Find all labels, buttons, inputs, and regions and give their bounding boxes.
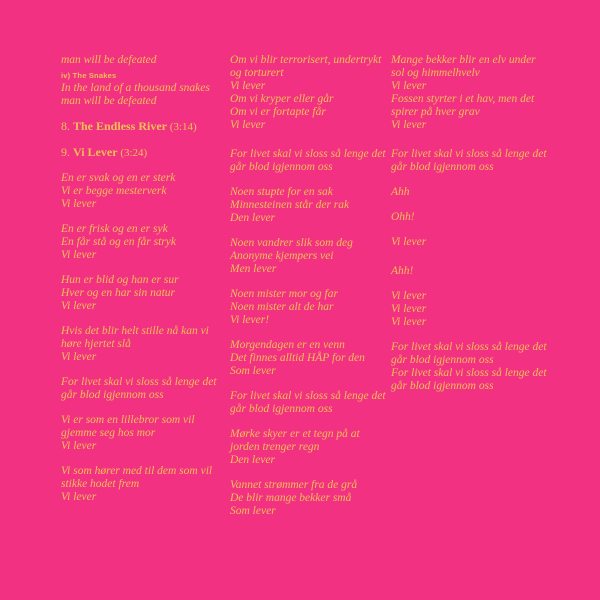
lyric-stanza [61,274,231,313]
lyric-line: Vi lever [230,119,266,131]
lyric-line: Vi lever [391,290,427,302]
lyric-stanza [230,428,400,467]
lyric-line: Vi lever [391,236,427,248]
lyrics-column-right [391,54,566,405]
lyric-stanza [61,325,231,364]
lyric-stanza [61,54,231,67]
track-duration: (3:14) [169,121,197,133]
track-number: 9. [61,145,73,159]
lyric-stanza [391,186,566,199]
track-heading [61,120,231,134]
lyric-line: Vi lever [61,351,97,363]
lyric-line: går blod igjennom oss [230,161,333,173]
lyric-line: For livet skal vi sloss så lenge det [230,148,386,160]
lyric-line: Hver og en har sin natur [61,287,176,299]
lyric-line: går blod igjennom oss [61,389,164,401]
lyric-line: Vi lever [391,119,427,131]
lyric-line: man will be defeated [61,54,157,66]
lyric-line: Den lever [230,454,276,466]
lyric-line: Om vi kryper eller går [230,93,334,105]
lyric-line: høre hjertet slå [61,338,131,350]
lyric-stanza [61,465,231,504]
lyric-line: Vi lever [61,491,97,503]
lyric-line: En er frisk og en er syk [61,223,168,235]
lyric-line: man will be defeated [61,95,157,107]
lyric-line: Noen mister alt de har [230,301,334,313]
lyric-line: Mørke skyer er et tegn på at [230,428,360,440]
lyric-line: går blod igjennom oss [230,403,333,415]
lyric-stanza [61,82,231,108]
lyric-line: spirer på hver grav [391,106,480,118]
lyric-line: Om vi er fortapte får [230,106,326,118]
lyric-line: Anonyme kjempers vei [230,250,334,262]
lyric-line: Morgendagen er en venn [230,339,345,351]
lyric-line: Minnesteinen står der rak [230,199,350,211]
lyric-stanza [230,54,400,132]
lyric-line: Vi lever [391,316,427,328]
lyric-line: For livet skal vi sloss så lenge det [230,390,386,402]
lyric-line: Som lever [230,365,276,377]
lyric-line: går blod igjennom oss [391,161,494,173]
lyric-stanza [230,237,400,276]
lyric-stanza [391,236,566,249]
section-label: iv) The Snakes [61,71,117,80]
lyric-line: Noen vandrer slik som deg [230,237,353,249]
lyrics-column-middle [230,54,400,530]
lyric-line: sol og himmelhvelv [391,67,480,79]
lyric-stanza [391,341,566,393]
lyric-line: For livet skal vi sloss så lenge det [391,341,547,353]
lyric-line: Men lever [230,263,277,275]
lyric-line: Vi lever [61,198,97,210]
track-duration: (3:24) [120,147,148,159]
track-heading [61,146,231,160]
lyric-line: For livet skal vi sloss så lenge det [391,148,547,160]
lyric-line: Noen stupte for en sak [230,186,333,198]
lyric-line: Vi lever [230,80,266,92]
lyric-line: Vi som hører med til dem som vil [61,465,213,477]
track-number: 8. [61,119,73,133]
lyric-line: går blod igjennom oss [391,354,494,366]
lyric-stanza [61,376,231,402]
lyric-line: De blir mange bekker små [230,492,352,504]
lyric-line: For livet skal vi sloss så lenge det [391,367,547,379]
lyric-line: Vi er som en lillebror som vil [61,414,195,426]
lyric-line: Vi lever [61,249,97,261]
lyric-stanza [61,172,231,211]
lyric-line: Vi lever [391,80,427,92]
track-title: The Endless River [73,119,170,133]
lyric-line: og torturert [230,67,284,79]
lyric-line: Som lever [230,505,276,517]
lyric-line: Ahh! [391,265,414,277]
lyric-line: For livet skal vi sloss så lenge det [61,376,217,388]
lyric-stanza [230,479,400,518]
lyric-line: Ahh [391,186,410,198]
lyric-line: Om vi blir terrorisert, undertrykt [230,54,382,66]
lyric-line: Vi er begge mesterverk [61,185,167,197]
lyric-line: Hvis det blir helt stille nå kan vi [61,325,209,337]
track-title: Vi Lever [73,145,121,159]
lyric-line: Noen mister mor og far [230,288,338,300]
lyric-line: Vi lever [61,440,97,452]
lyric-stanza [391,148,566,174]
lyric-line: Det finnes alltid HÅP for den [230,352,365,364]
lyric-line: En er svak og en er sterk [61,172,176,184]
lyric-stanza [61,414,231,453]
lyric-line: Vi lever [391,303,427,315]
lyric-stanza [391,290,566,329]
lyric-stanza [230,186,400,225]
lyric-line: Mange bekker blir en elv under [391,54,536,66]
lyrics-column-left [61,54,231,516]
lyric-line: gjemme seg hos mor [61,427,156,439]
lyric-line: jorden trenger regn [230,441,320,453]
lyric-stanza [61,223,231,262]
lyric-line: Den lever [230,212,276,224]
lyric-line: Ohh! [391,211,415,223]
lyric-line: Vi lever [61,300,97,312]
lyric-line: Fossen styrter i et hav, men det [391,93,535,105]
lyric-line: Hun er blid og han er sur [61,274,179,286]
lyric-stanza [230,339,400,378]
lyric-line: En får stå og en får stryk [61,236,176,248]
lyric-line: stikke hodet frem [61,478,140,490]
lyric-line: Vi lever! [230,314,270,326]
lyric-stanza [230,390,400,416]
lyric-stanza [230,288,400,327]
lyric-stanza [391,265,566,278]
lyric-line: In the land of a thousand snakes [61,82,210,94]
lyric-stanza [230,148,400,174]
lyric-line: Vannet strømmer fra de grå [230,479,358,491]
lyric-stanza [391,54,566,132]
lyric-line: går blod igjennom oss [391,380,494,392]
lyric-stanza [391,211,566,224]
